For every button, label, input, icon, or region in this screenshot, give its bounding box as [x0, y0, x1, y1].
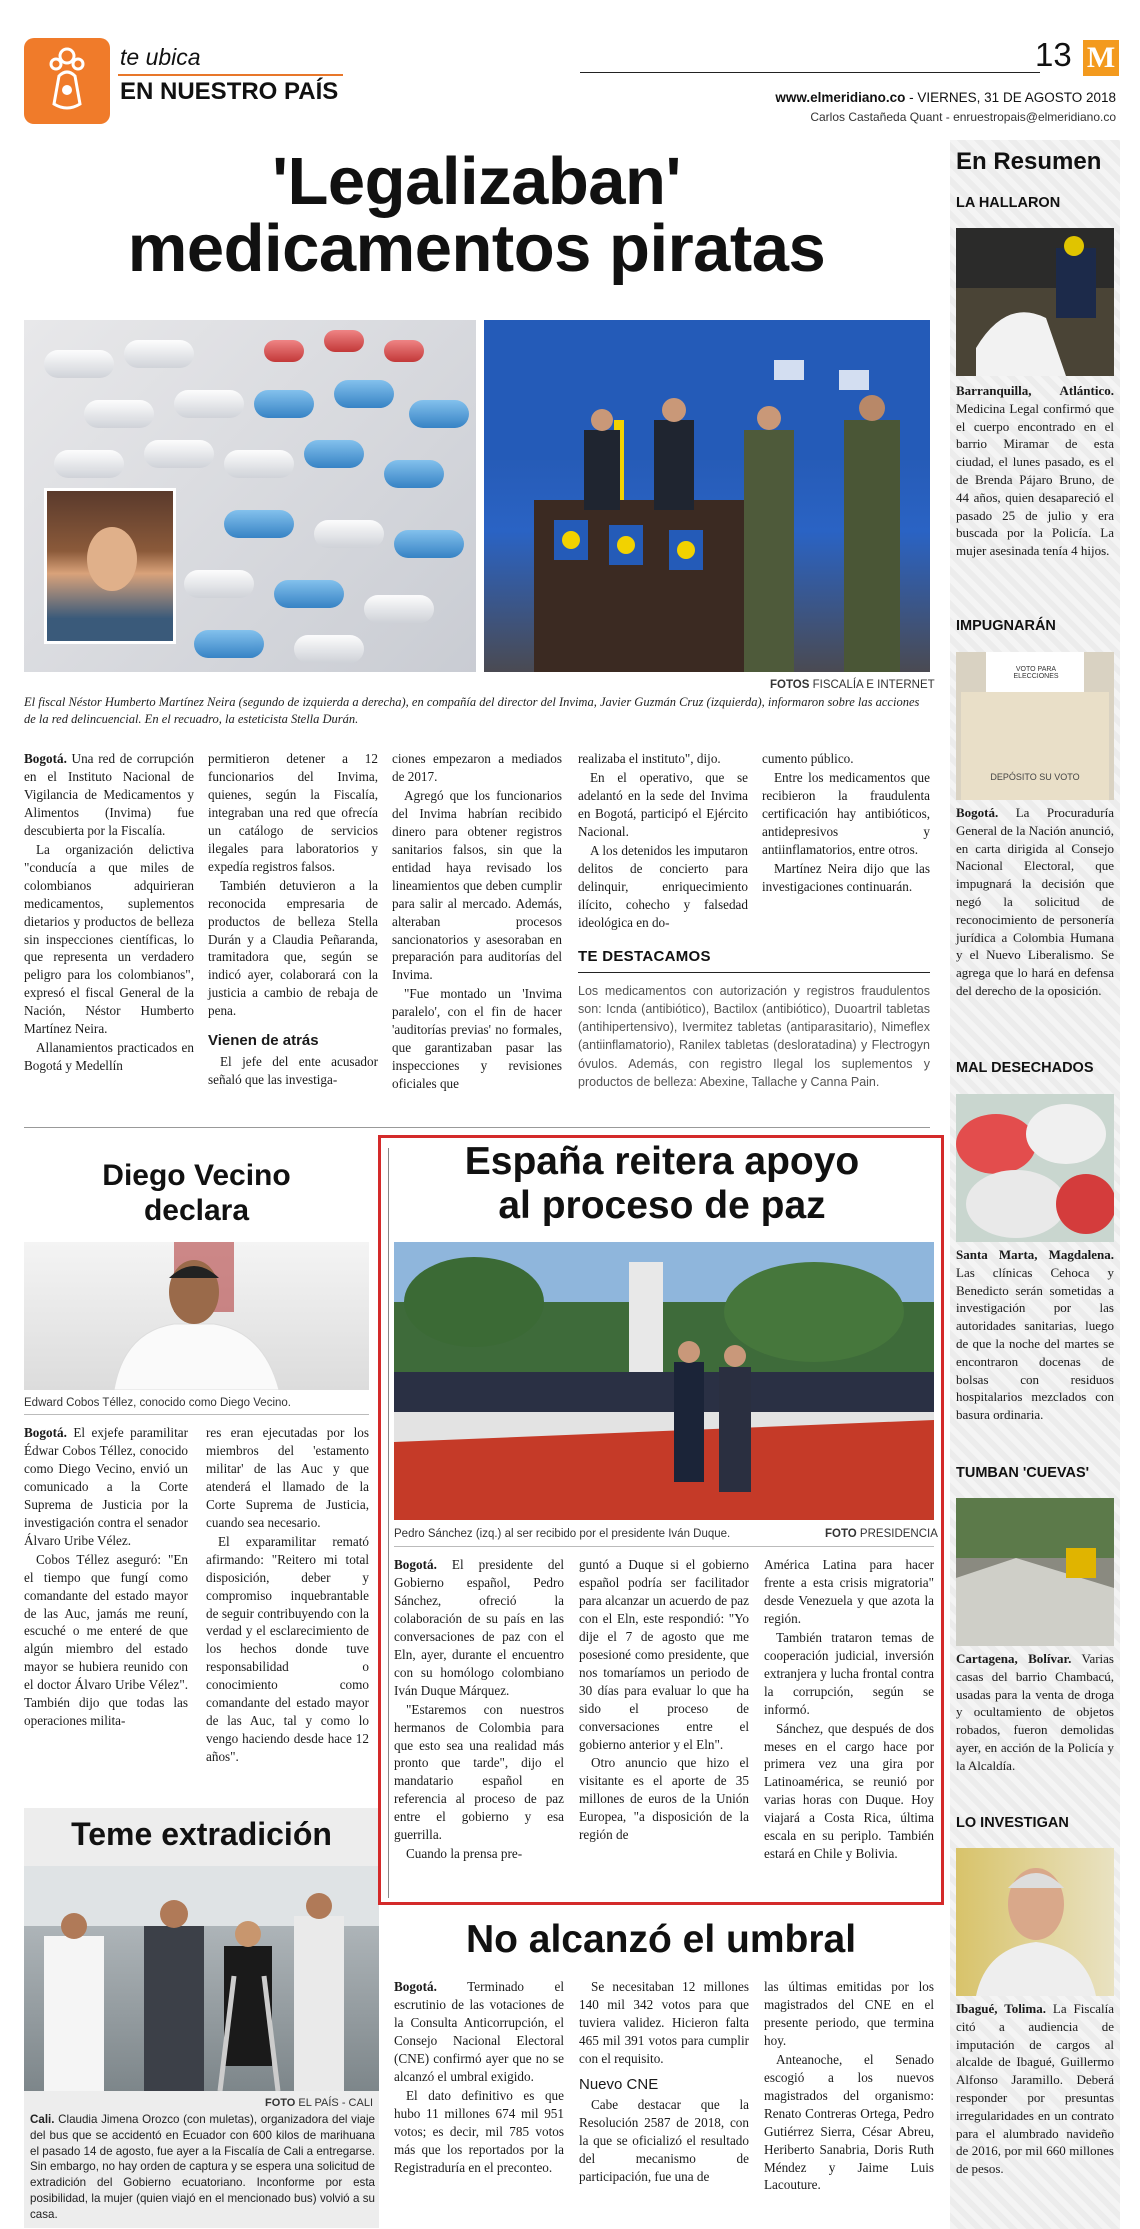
- extradicion-photo: [24, 1866, 379, 2091]
- rail-photo-demolition: [956, 1498, 1114, 1646]
- paragraph: Cuando la prensa pre-: [406, 1846, 523, 1862]
- espana-photo: [394, 1242, 934, 1520]
- paragraph: Bogotá. El exjefe paramilitar Édwar Cobos Téllez, conocido como Diego Vecino, envió un comunicado a la Corte Suprema de Justicia por la investigación contra el senador Álvaro Uribe Vélez.: [24, 1425, 188, 1548]
- rail-item-text: Cartagena, Bolívar. Varias casas del barrio Chambacú, usadas para la venta de droga y ocultamiento de objetos robados, fueron demolidas ayer, en acción de la Policía y la Alcaldía.: [956, 1651, 1114, 1773]
- rail-item-text: Barranquilla, Atlántico. Medicina Legal confirmó que el cuerpo encontrado en el barrio Miramar de esta ciudad, el lunes pasado, es el de Brenda Pájaro Bruno, de 44 años, quien desapareció el pasado 25 de julio y era buscada por la Policía. La mujer asesinada tenía 4 hijos.: [956, 383, 1114, 559]
- site-url[interactable]: www.elmeridiano.co: [775, 90, 906, 105]
- paragraph: ciones empezaron a mediados de 2017.: [392, 751, 562, 784]
- caption-rule: [24, 1414, 369, 1415]
- paragraph: A los detenidos les imputaron delitos de concierto para delinquir, enriquecimiento ilícito, cohecho y falsedad ideológica en do-: [578, 842, 748, 930]
- paragraph: guntó a Duque si el gobierno español podría ser facilitador para alcanzar un acuerdo de paz con el Eln, este respondió: "Yo dije el 7 de agosto que me posesioné como presidente, que nos tomaríamos un periodo de 30 días para evaluar lo que ha sido el proceso de conversaciones entre el gobierno anterior y el Eln".: [579, 1557, 749, 1752]
- paragraph: Bogotá. Una red de corrupción en el Instituto Nacional de Vigilancia de Medicamentos y Alimentos (Invima) fue descubierta por la Fiscalía.: [24, 751, 194, 838]
- paragraph: "Fue montado un 'Invima paralelo', con el fin de hacer 'auditorías previas' no formales, que garantizaban pasar las inspecciones y revisiones oficiales que: [392, 986, 562, 1092]
- pills-photo: [24, 320, 476, 672]
- espana-headline: España reitera apoyo al proceso de paz: [464, 1140, 860, 1227]
- paragraph: Sánchez, que después de dos meses en el cargo hace por primera vez una gira por Latinoamérica, se reunió por varias horas con Duque. Hoy viajará a Costa Rica, última escala en su periplo. También estará en Chile y Bolivia.: [764, 1720, 934, 1862]
- umbral-headline: No alcanzó el umbral: [465, 1918, 857, 1961]
- espana-col-3: [764, 1556, 934, 1864]
- paragraph: Bogotá. El presidente del Gobierno español, Pedro Sánchez, ofreció la colaboración de su país en las conversaciones de paz con el Eln, ayer, durante el encuentro con su homólogo colombiano Iván Duque Márquez.: [394, 1557, 564, 1698]
- main-col-1: [24, 750, 194, 1076]
- rail-item-title: IMPUGNARÁN: [956, 618, 1056, 634]
- rail-item-title: LO INVESTIGAN: [956, 1815, 1069, 1831]
- paragraph: Allanamientos practicados en Bogotá y Medellín: [24, 1040, 194, 1074]
- paragraph: El exparamilitar remató afirmando: "Reitero mi total disposición, deber y compromiso inquebrantable de seguir contribuyendo con la verdad y el esclarecimiento de los hechos donde tuve responsabilidad o conocimiento como comandante del estado mayor de las Auc, tal y como lo vengo haciendo desde hace 12 años".: [206, 1533, 369, 1765]
- espana-col-2: [579, 1556, 749, 1845]
- vecino-caption: Edward Cobos Téllez, conocido como Diego Vecino.: [24, 1397, 291, 1409]
- vecino-col-2: [206, 1424, 369, 1767]
- main-col-5: [762, 750, 930, 897]
- press-conference-photo: [484, 320, 930, 672]
- paragraph: cumento público.: [762, 751, 854, 766]
- destacamos-text: Los medicamentos con autorización y registros fraudulentos son: Icnda (antibiótico), Bactilox (antibiótico), Duoartril tabletas (antihipertensivo), Ivermitez tabletas (antiparasitario), Nimeflex (antiinflamatorio), Ranilex tabletas (desloratadina) y Flectrogyn óvulos. Además, con registro Ilegal los suplementos y productos de belleza: Abexine, Tallache y Canna Pain.: [578, 984, 930, 1089]
- paragraph: las últimas emitidas por los magistrados del CNE en el presente periodo, que termina hoy.: [764, 1979, 934, 2048]
- headline-line-1: 'Legalizaban': [272, 144, 681, 219]
- umbral-col-3: [764, 1978, 934, 2195]
- page-number: 13: [1035, 36, 1072, 73]
- subhead: Nuevo CNE: [579, 2075, 659, 2093]
- header-rule: [580, 72, 1040, 73]
- paragraph: Entre los medicamentos que recibieron la fraudulenta certificación hay antibióticos, antidepresivos y antiinflamatorios, entre otros.: [762, 769, 930, 857]
- extradicion-credit: FOTO EL PAÍS - CALI: [265, 2097, 373, 2109]
- vecino-photo: [24, 1242, 369, 1390]
- destacamos-rule: [578, 972, 930, 973]
- photo-credit: FOTOS FISCALÍA E INTERNET: [770, 679, 935, 691]
- paragraph: Se necesitaban 12 millones 140 mil 342 votos para que tuviera validez. Hicieron falta 465 mil 391 votos para cumplir con el requisito.: [579, 1979, 749, 2066]
- main-col-3: [392, 750, 562, 1094]
- rail-item-title: LA HALLARON: [956, 195, 1061, 211]
- vecino-headline: Diego Vecino declara: [102, 1159, 291, 1228]
- subhead: Vienen de atrás: [208, 1032, 319, 1050]
- inset-portrait: [44, 488, 176, 644]
- rail-item-title: TUMBAN 'CUEVAS': [956, 1465, 1090, 1481]
- section-label-2: EN NUESTRO PAÍS: [120, 78, 339, 105]
- rail-item-text: Bogotá. La Procuraduría General de la Nación anunció, en carta dirigida al Consejo Nacional Electoral, que impugnará la decisión que negó la solicitud de reconocimiento de personería jurídica a Colombia Humana y el Nuevo Liberalismo. Se agrega que lo hará en defensa del derecho de la oposición.: [956, 805, 1114, 998]
- paragraph: permitieron detener a 12 funcionarios del Invima, quienes, según la Fiscalía, integraban una red que ofrecía un catálogo de servicios ilegales para laboratorios y expedía registros falsos.: [208, 751, 378, 874]
- section-separator: [24, 1127, 930, 1128]
- destacamos-title: TE DESTACAMOS: [578, 948, 711, 965]
- paragraph: Cabe destacar que la Resolución 2587 de 2018, con la que se oficializó el resultado del mecanismo de participación, fue una de: [579, 2096, 749, 2184]
- paragraph: América Latina para hacer frente a esta crisis migratoria" desde Venezuela y que azota la región.: [764, 1557, 934, 1626]
- paragraph: También detuvieron a la reconocida empresaria de productos de belleza Stella Durán y a Claudia Peñaranda, tramitadora que, según se indicó ayer, colaborará con la justicia a cambio de rebaja de pena.: [208, 877, 378, 1019]
- date: - VIERNES, 31 DE AGOSTO 2018: [905, 90, 1116, 105]
- umbral-col-2: [579, 1978, 749, 2187]
- paragraph: Bogotá. Terminado el escrutinio de las votaciones de la Consulta Anticorrupción, el Consejo Nacional Electoral (CNE) confirmó ayer que no se alcanzó el umbral exigido.: [394, 1979, 564, 2084]
- paragraph: En el operativo, que se adelantó en la sede del Invima en Bogotá, participó el Ejército Nacional.: [578, 769, 748, 839]
- rail-item-text: Santa Marta, Magdalena. Las clínicas Cehoca y Benedicto serán sometidas a investigación por las autoridades sanitarias, luego de que la noche del martes se encontraron docenas de bolsas con residuos hospitalarios mezclados con basura ordinaria.: [956, 1247, 1114, 1423]
- box-inner-rule: [388, 1148, 389, 1898]
- section-logo: [24, 38, 110, 124]
- headline-line-2: medicamentos piratas: [127, 211, 826, 286]
- caption-rule: [394, 1546, 934, 1547]
- section-label-1: te ubica: [120, 44, 201, 70]
- umbral-col-1: [394, 1978, 564, 2177]
- extradicion-text: Cali. Claudia Jimena Orozco (con muletas), organizadora del viaje del bus que se accidentó en Ecuador con 600 kilos de marihuana el pasado 14 de agosto, fue ayer a la Fiscalía de Cali a entregarse. Sin embargo, no hay orden de captura y se espera una solicitud de extradición del Gobierno ecuatoriano. Inconforme por esta posibilidad, la mujer (quien viajó en el mencionado bus) volvió a su casa.: [30, 2113, 375, 2221]
- espana-caption: Pedro Sánchez (izq.) al ser recibido por el presidente Iván Duque.: [394, 1528, 731, 1540]
- section-divider: [118, 74, 343, 76]
- paragraph: Martínez Neira dijo que las investigaciones continuarán.: [762, 860, 930, 894]
- paragraph: realizaba el instituto", dijo.: [578, 751, 721, 766]
- vecino-col-1: [24, 1424, 188, 1731]
- paragraph: El dato definitivo es que hubo 11 millones 674 mil 951 votos; es decir, mil 785 votos más que los reportados por la Registraduría en el preconteo.: [394, 2087, 564, 2175]
- rail-photo-ballot-box: VOTO PARA ELECCIONES DEPÓSITO SU VOTO: [956, 652, 1114, 800]
- main-headline: [24, 144, 929, 286]
- rail-item-title: MAL DESECHADOS: [956, 1060, 1094, 1076]
- main-col-2: [208, 750, 378, 1090]
- espana-col-1: [394, 1556, 564, 1864]
- paragraph: res eran ejecutadas por los miembros del 'estamento militar' de las Auc y que atenderá el llamado de la Corte Suprema de Justicia, cuando sea necesario.: [206, 1425, 369, 1530]
- main-caption: El fiscal Néstor Humberto Martínez Neira (segundo de izquierda a derecha), en compañía del director del Invima, Javier Guzmán Cruz (izquierda), informaron sobre las acciones de la red delincuencial. En el recuadro, la esteticista Stella Durán.: [24, 695, 920, 726]
- paragraph: También trataron temas de cooperación judicial, inversión extranjera y lucha frontal contra la corrupción, según se informó.: [764, 1629, 934, 1717]
- paragraph: Agregó que los funcionarios del Invima habrían recibido dinero para obtener registros sanitarios falsos, sin que la entidad haya revisado los lineamientos que deben cumplir para salir al mercado. Además, alteraban procesos sancionatorios y asesoraban en preparación para auditorías del Invima.: [392, 787, 562, 983]
- person-icon: [24, 38, 110, 124]
- rail-title: En Resumen: [956, 148, 1102, 175]
- paragraph: Otro anuncio que hizo el visitante es el aporte de 35 millones de euros de la Unión Europea, "a disposición de la región de: [579, 1755, 749, 1843]
- brand-logo: M: [1083, 40, 1119, 76]
- rail-item-text: Ibagué, Tolima. La Fiscalía citó a audiencia de imputación de cargos al alcalde de Ibagué, Guillermo Alfonso Jaramillo. Deberá responder por presuntas irregularidades en un contrato para el alumbrado navideño de 2016, por mil 660 millones de pesos.: [956, 2001, 1114, 2177]
- rail-photo-mayor: [956, 1848, 1114, 1996]
- espana-credit: FOTO PRESIDENCIA: [825, 1528, 938, 1540]
- paragraph: Anteanoche, el Senado escogió a los nuevos magistrados del organismo: Renato Contreras Ortega, Pedro Gutiérrez Sierra, César Abreu, Heriberto Sanabria, Doris Ruth Méndez y Jaime Luis Lacouture.: [764, 2051, 934, 2193]
- main-col-4: [578, 750, 748, 933]
- paragraph: La organización delictiva "conducía a que miles de colombianos adquirieran medicamentos, suplementos dietarios y productos de belleza sin inspecciones científicas, lo que representa un verdadero peligro para los colombianos", expresó el fiscal General de la Nación, Néstor Humberto Martínez Neira.: [24, 841, 194, 1037]
- rail-photo-hallaron: [956, 228, 1114, 376]
- paragraph: Cobos Téllez aseguró: "En el tiempo que fungí como comandante del estado mayor de las Auc, jamás me reuní, escuché o me enteré de que algún miembro del estado mayor se hubiera reunido con el doctor Álvaro Uribe Vélez". También dijo que todas las operaciones milita-: [24, 1551, 188, 1729]
- paragraph: El jefe del ente acusador señaló que las investiga-: [208, 1054, 378, 1088]
- dateline: [775, 90, 1116, 105]
- paragraph: "Estaremos con nuestros hermanos de Colombia para que esto sea una realidad más pronto que tarde", dijo el mandatario español en referencia al proceso de paz entre el gobierno y esa guerrilla.: [394, 1701, 564, 1843]
- author-line: Carlos Castañeda Quant - enruestropais@elmeridiano.co: [810, 110, 1116, 124]
- extradicion-headline: Teme extradición: [71, 1816, 332, 1852]
- rail-photo-waste: [956, 1094, 1114, 1242]
